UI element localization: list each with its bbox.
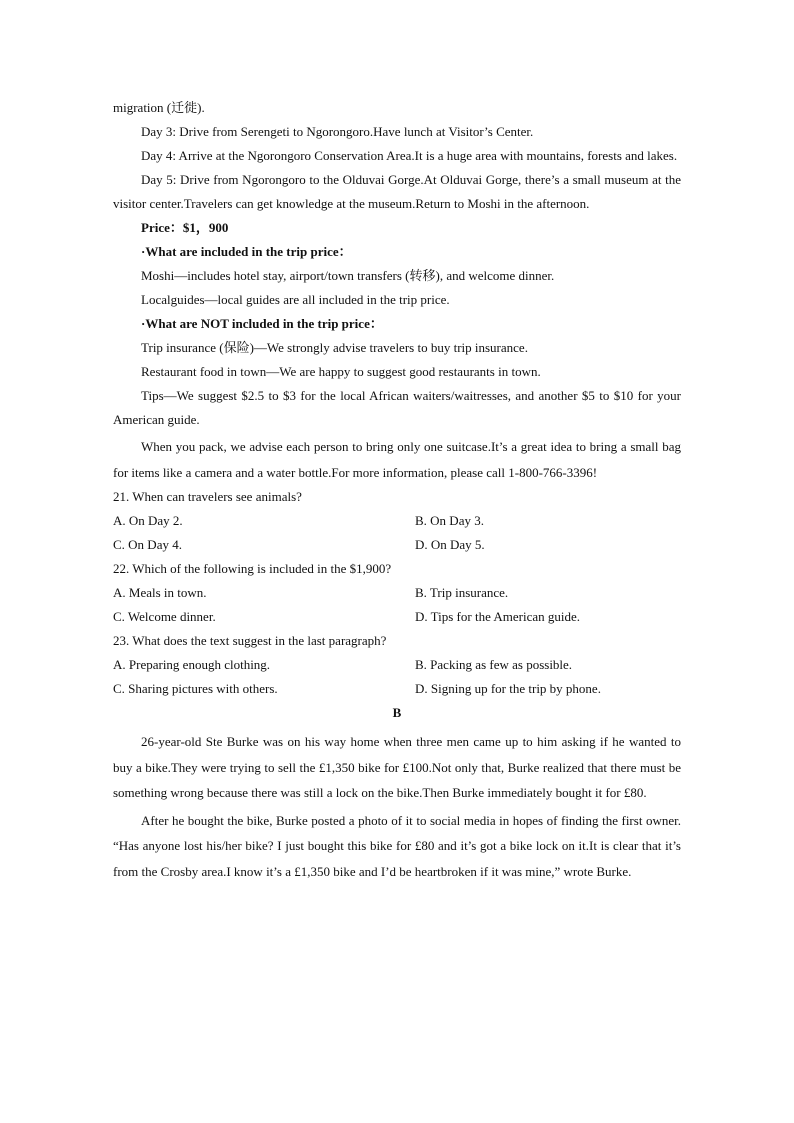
option-b: B. Packing as few as possible. xyxy=(415,657,573,672)
option-a: A. On Day 2. xyxy=(113,513,183,528)
paragraph-burke-2: After he bought the bike, Burke posted a photo of it to social media in hopes of finding the first owner. “Has anyone lost his/her bike? I just bought this bike for £80 and it’s got a bike lock on it.It is clear that it’s from the Crosby area.I know it’s a £1,350 bike and I’d be heartbroken if it was mine,” wrote Burke. xyxy=(113,812,681,879)
section-heading-b: B xyxy=(392,705,402,720)
question-stem: 21. When can travelers see animals? xyxy=(113,489,302,504)
question-stem: 23. What does the text suggest in the last paragraph? xyxy=(113,633,387,648)
option-d: D. Signing up for the trip by phone. xyxy=(415,681,601,696)
not-included-item-tips: Tips—We suggest $2.5 to $3 for the local African waiters/waitresses, and another $5 to $10 for your American guide. xyxy=(113,388,681,427)
price-line: Price：$1，900 xyxy=(141,220,229,235)
option-a: A. Preparing enough clothing. xyxy=(113,657,271,672)
included-heading: ·What are included in the trip price： xyxy=(141,244,352,259)
not-included-item-insurance: Trip insurance (保险)—We strongly advise travelers to buy trip insurance. xyxy=(141,340,528,355)
option-b: B. On Day 3. xyxy=(415,513,484,528)
option-c: C. Welcome dinner. xyxy=(113,609,216,624)
included-item-moshi: Moshi—includes hotel stay, airport/town transfers (转移), and welcome dinner. xyxy=(141,268,555,283)
option-c: C. Sharing pictures with others. xyxy=(113,681,278,696)
document-page xyxy=(113,96,681,884)
paragraph-migration: migration (迁徙). xyxy=(113,100,205,115)
paragraph-day-3: Day 3: Drive from Serengeti to Ngorongoro.Have lunch at Visitor’s Center. xyxy=(141,124,534,139)
question-23 xyxy=(113,629,681,701)
paragraph-burke-1: 26-year-old Ste Burke was on his way home when three men came up to him asking if he wanted to buy a bike.They were trying to sell the £1,350 bike for £100.Not only that, Burke realized that there must be something wrong because there was still a lock on the bike.Then Burke immediately bought it for £80. xyxy=(113,734,681,800)
paragraph-packing: When you pack, we advise each person to bring only one suitcase.It’s a great idea to bring a small bag for items like a camera and a water bottle.For more information, please call 1-800-766-3396! xyxy=(113,439,681,480)
question-21 xyxy=(113,485,681,557)
question-22 xyxy=(113,557,681,629)
question-stem: 22. Which of the following is included in the $1,900? xyxy=(113,561,392,576)
option-d: D. Tips for the American guide. xyxy=(415,609,581,624)
option-b: B. Trip insurance. xyxy=(415,585,509,600)
paragraph-day-5: Day 5: Drive from Ngorongoro to the Olduvai Gorge.At Olduvai Gorge, there’s a small museum at the visitor center.Travelers can get knowledge at the museum.Return to Moshi in the afternoon. xyxy=(113,172,681,211)
option-d: D. On Day 5. xyxy=(415,537,485,552)
paragraph-day-4: Day 4: Arrive at the Ngorongoro Conservation Area.It is a huge area with mountains, forests and lakes. xyxy=(141,148,678,163)
not-included-heading: ·What are NOT included in the trip price： xyxy=(141,316,383,331)
option-c: C. On Day 4. xyxy=(113,537,182,552)
not-included-item-restaurant: Restaurant food in town—We are happy to suggest good restaurants in town. xyxy=(141,364,541,379)
included-item-local-guides: Localguides—local guides are all included in the trip price. xyxy=(141,292,450,307)
option-a: A. Meals in town. xyxy=(113,585,207,600)
